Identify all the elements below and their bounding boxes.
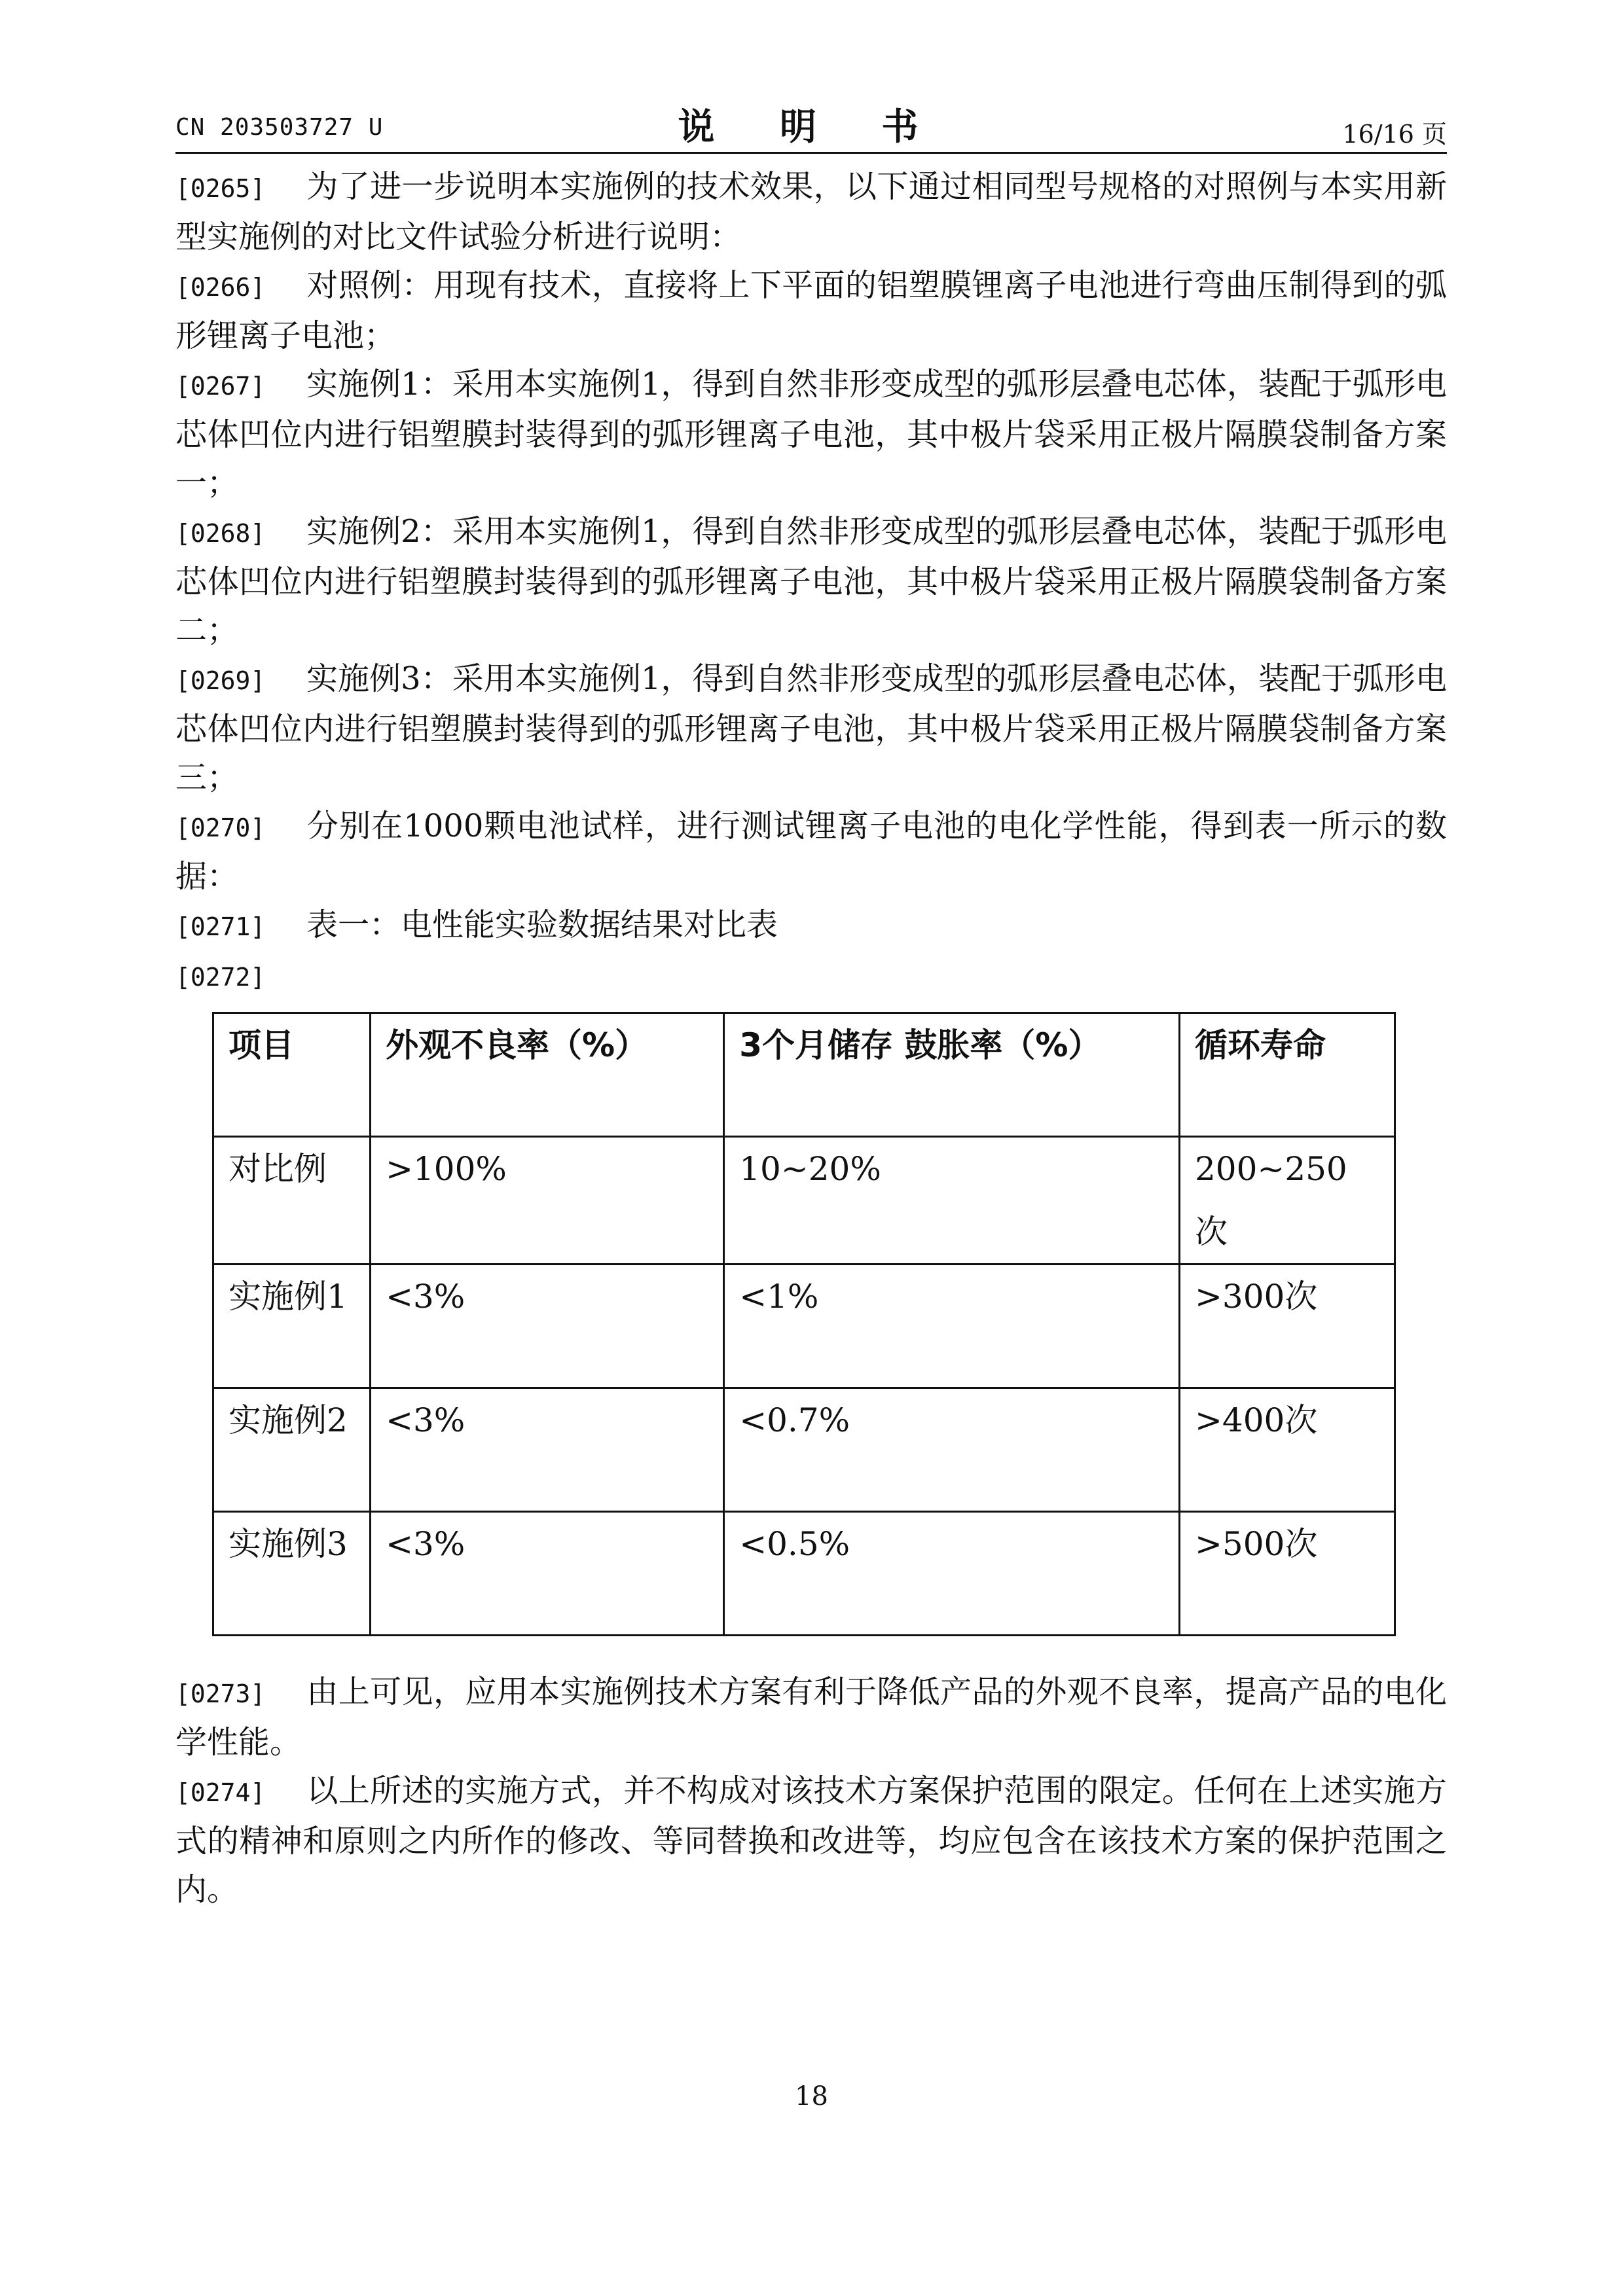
paragraph-0269 [175, 655, 1447, 802]
paragraph-0267 [175, 360, 1447, 507]
table-cell: 实施例1 [213, 1265, 371, 1388]
paragraph-0265 [175, 162, 1447, 261]
table-header-cell: 3个月储存 鼓胀率（%） [724, 1013, 1180, 1137]
paragraph-number: [0270] [175, 814, 266, 842]
header-divider [175, 152, 1447, 154]
table-row [213, 1137, 1395, 1265]
paragraph-number: [0269] [175, 666, 266, 695]
table-cell: >400次 [1179, 1388, 1395, 1512]
table-header-cell: 外观不良率（%） [371, 1013, 724, 1137]
paragraph-number: [0272] [175, 963, 266, 992]
paragraph-number: [0265] [175, 174, 266, 203]
table-cell: <3% [371, 1265, 724, 1388]
table-cell: <3% [371, 1388, 724, 1512]
body-text-before [175, 162, 1447, 1001]
performance-comparison-table [212, 1012, 1396, 1636]
paragraph-0272 [175, 951, 1447, 1001]
paragraph-number: [0273] [175, 1679, 266, 1708]
paragraph-text: 对照例：用现有技术，直接将上下平面的铝塑膜锂离子电池进行弯曲压制得到的弧形锂离子电池； [175, 267, 1447, 354]
table-header-cell: 项目 [213, 1013, 371, 1137]
document-title: 说 明 书 [678, 106, 945, 149]
table-cell: 10~20% [724, 1137, 1180, 1265]
table-cell: >500次 [1179, 1512, 1395, 1636]
table-header-row [213, 1013, 1395, 1137]
page-header [175, 98, 1447, 148]
paragraph-number: [0274] [175, 1778, 266, 1807]
table-cell: 200~250次 [1179, 1137, 1395, 1265]
page-counter: 16/16 页 [1342, 120, 1447, 149]
table-row [213, 1388, 1395, 1512]
table-cell: <0.5% [724, 1512, 1180, 1636]
table-cell: 实施例3 [213, 1512, 371, 1636]
paragraph-text: 分别在1000颗电池试样，进行测试锂离子电池的电化学性能，得到表一所示的数据： [175, 808, 1447, 895]
paragraph-0268 [175, 507, 1447, 655]
table-cell: <3% [371, 1512, 724, 1636]
paragraph-number: [0267] [175, 372, 266, 401]
table-row [213, 1512, 1395, 1636]
paragraph-number: [0268] [175, 519, 266, 548]
paragraph-number: [0271] [175, 912, 266, 941]
paragraph-0270 [175, 802, 1447, 901]
paragraph-text: 实施例3：采用本实施例1，得到自然非形变成型的弧形层叠电芯体，装配于弧形电芯体凹位内进行铝塑膜封装得到的弧形锂离子电池，其中极片袋采用正极片隔膜袋制备方案三； [175, 660, 1447, 796]
page-number: 18 [795, 2081, 828, 2111]
table-cell: >300次 [1179, 1265, 1395, 1388]
table-cell: >100% [371, 1137, 724, 1265]
body-text-after [175, 1668, 1447, 1914]
paragraph-text: 以上所述的实施方式，并不构成对该技术方案保护范围的限定。任何在上述实施方式的精神和原则之内所作的修改、等同替换和改进等，均应包含在该技术方案的保护范围之内。 [175, 1772, 1447, 1908]
table-caption: 表一：电性能实验数据结果对比表 [306, 906, 778, 943]
paragraph-0266 [175, 261, 1447, 360]
paragraph-text: 实施例2：采用本实施例1，得到自然非形变成型的弧形层叠电芯体，装配于弧形电芯体凹位内进行铝塑膜封装得到的弧形锂离子电池，其中极片袋采用正极片隔膜袋制备方案二； [175, 513, 1447, 649]
paragraph-0271 [175, 901, 1447, 951]
paragraph-number: [0266] [175, 273, 266, 302]
table-header-cell: 循环寿命 [1179, 1013, 1395, 1137]
paragraph-text: 实施例1：采用本实施例1，得到自然非形变成型的弧形层叠电芯体，装配于弧形电芯体凹位内进行铝塑膜封装得到的弧形锂离子电池，其中极片袋采用正极片隔膜袋制备方案一； [175, 366, 1447, 501]
paragraph-0274 [175, 1767, 1447, 1914]
paragraph-text: 为了进一步说明本实施例的技术效果，以下通过相同型号规格的对照例与本实用新型实施例的对比文件试验分析进行说明： [175, 168, 1447, 255]
paragraph-0273 [175, 1668, 1447, 1767]
publication-number: CN 203503727 U [175, 114, 384, 141]
table-row [213, 1265, 1395, 1388]
table-cell: 实施例2 [213, 1388, 371, 1512]
table-cell: 对比例 [213, 1137, 371, 1265]
table-cell: <1% [724, 1265, 1180, 1388]
table-cell: <0.7% [724, 1388, 1180, 1512]
paragraph-text: 由上可见，应用本实施例技术方案有利于降低产品的外观不良率，提高产品的电化学性能。 [175, 1674, 1447, 1761]
